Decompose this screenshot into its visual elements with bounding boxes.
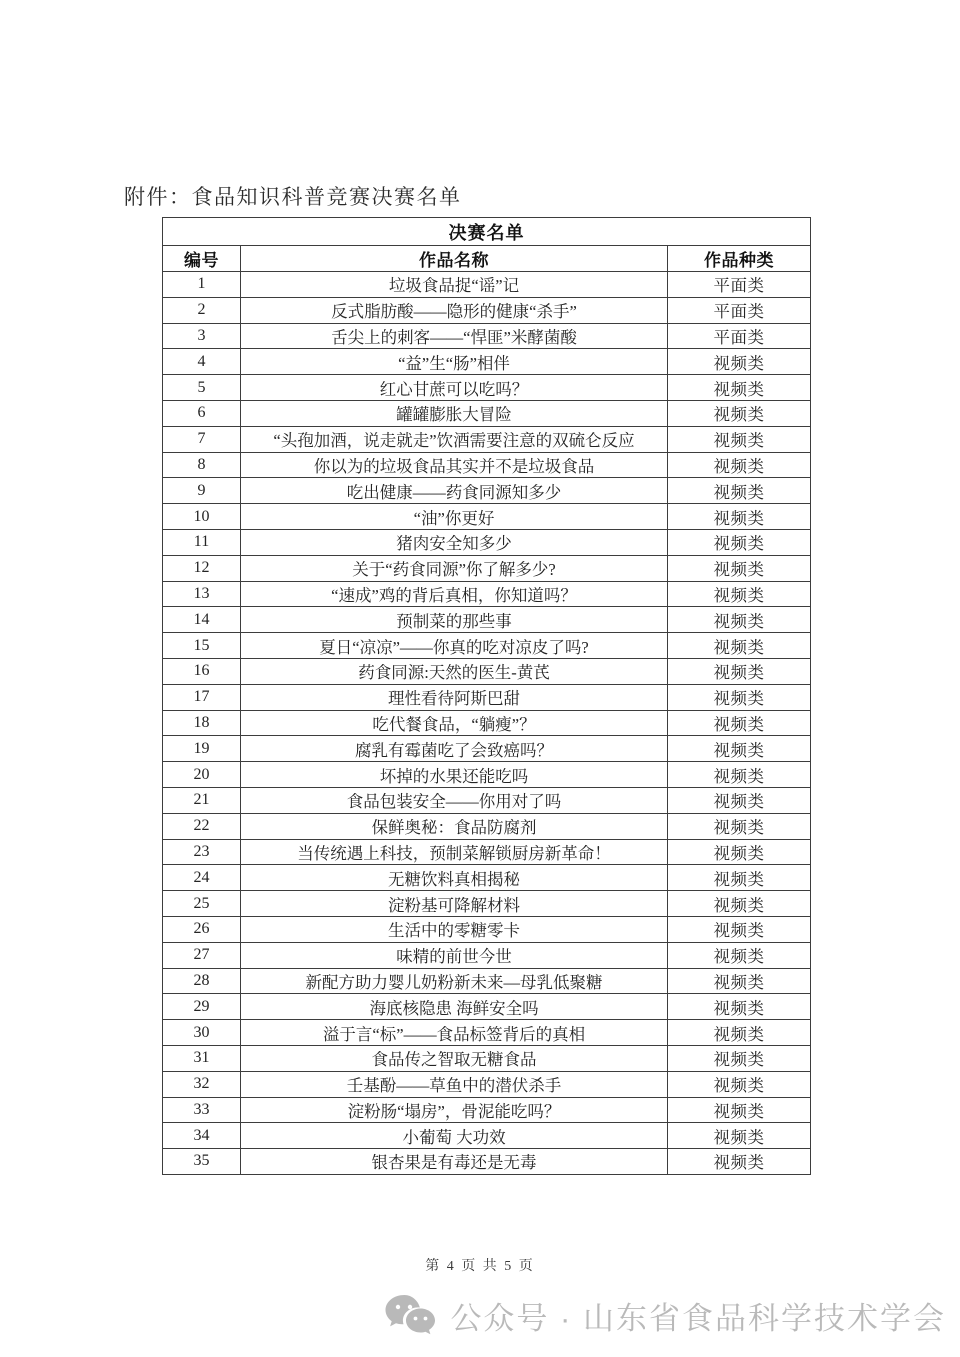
table-title: 决赛名单	[163, 218, 811, 246]
work-name-cell: 银杏果是有毒还是无毒	[241, 1149, 668, 1175]
table-row	[163, 839, 811, 865]
work-name-cell: 药食同源:天然的医生-黄芪	[241, 658, 668, 684]
work-type-cell: 视频类	[668, 1045, 811, 1071]
work-name-cell: 淀粉肠“塌房”，骨泥能吃吗？	[241, 1097, 668, 1123]
row-number-cell: 7	[163, 426, 241, 452]
table-row	[163, 916, 811, 942]
work-name-cell: 猪肉安全知多少	[241, 529, 668, 555]
table-row	[163, 942, 811, 968]
work-type-cell: 视频类	[668, 916, 811, 942]
column-header-name: 作品名称	[241, 246, 668, 272]
work-name-cell: 夏日“凉凉”——你真的吃对凉皮了吗?	[241, 633, 668, 659]
row-number-cell: 8	[163, 452, 241, 478]
row-number-cell: 1	[163, 272, 241, 298]
table-row	[163, 736, 811, 762]
work-type-cell: 视频类	[668, 478, 811, 504]
column-header-type: 作品种类	[668, 246, 811, 272]
row-number-cell: 18	[163, 710, 241, 736]
work-name-cell: 海底核隐患 海鲜安全吗	[241, 994, 668, 1020]
table-row	[163, 865, 811, 891]
row-number-cell: 33	[163, 1097, 241, 1123]
table-row	[163, 994, 811, 1020]
table-row	[163, 1123, 811, 1149]
work-type-cell: 视频类	[668, 375, 811, 401]
table-row	[163, 375, 811, 401]
work-name-cell: 淀粉基可降解材料	[241, 891, 668, 917]
work-type-cell: 视频类	[668, 452, 811, 478]
table-row	[163, 400, 811, 426]
row-number-cell: 22	[163, 813, 241, 839]
table-row	[163, 272, 811, 298]
finals-table	[162, 217, 811, 1175]
row-number-cell: 14	[163, 607, 241, 633]
table-row	[163, 1045, 811, 1071]
work-type-cell: 视频类	[668, 349, 811, 375]
work-name-cell: 当传统遇上科技，预制菜解锁厨房新革命！	[241, 839, 668, 865]
row-number-cell: 6	[163, 400, 241, 426]
attachment-heading: 附件：食品知识科普竞赛决赛名单	[124, 185, 462, 209]
work-type-cell: 视频类	[668, 400, 811, 426]
work-name-cell: 舌尖上的刺客——“悍匪”米酵菌酸	[241, 323, 668, 349]
work-name-cell: 新配方助力婴儿奶粉新未来—母乳低聚糖	[241, 968, 668, 994]
work-type-cell: 视频类	[668, 1020, 811, 1046]
work-type-cell: 视频类	[668, 865, 811, 891]
table-row	[163, 349, 811, 375]
table-row	[163, 891, 811, 917]
row-number-cell: 16	[163, 658, 241, 684]
work-type-cell: 视频类	[668, 1123, 811, 1149]
work-name-cell: 壬基酚——草鱼中的潜伏杀手	[241, 1071, 668, 1097]
table-row	[163, 710, 811, 736]
watermark	[384, 1293, 946, 1338]
row-number-cell: 21	[163, 787, 241, 813]
work-name-cell: 你以为的垃圾食品其实并不是垃圾食品	[241, 452, 668, 478]
row-number-cell: 10	[163, 504, 241, 530]
row-number-cell: 17	[163, 684, 241, 710]
row-number-cell: 23	[163, 839, 241, 865]
table-title-row	[163, 218, 811, 246]
work-type-cell: 视频类	[668, 813, 811, 839]
table-row	[163, 426, 811, 452]
row-number-cell: 12	[163, 555, 241, 581]
row-number-cell: 31	[163, 1045, 241, 1071]
table-row	[163, 555, 811, 581]
work-name-cell: “油”你更好	[241, 504, 668, 530]
work-type-cell: 视频类	[668, 555, 811, 581]
row-number-cell: 13	[163, 581, 241, 607]
page-number-footer: 第 4 页 共 5 页	[425, 1259, 535, 1274]
work-type-cell: 平面类	[668, 272, 811, 298]
work-type-cell: 视频类	[668, 787, 811, 813]
work-name-cell: 红心甘蔗可以吃吗？	[241, 375, 668, 401]
work-type-cell: 视频类	[668, 710, 811, 736]
work-type-cell: 视频类	[668, 942, 811, 968]
work-type-cell: 视频类	[668, 736, 811, 762]
row-number-cell: 24	[163, 865, 241, 891]
row-number-cell: 3	[163, 323, 241, 349]
work-name-cell: 预制菜的那些事	[241, 607, 668, 633]
table-row	[163, 452, 811, 478]
work-type-cell: 视频类	[668, 1149, 811, 1175]
work-type-cell: 视频类	[668, 658, 811, 684]
work-type-cell: 视频类	[668, 607, 811, 633]
table-row	[163, 607, 811, 633]
wechat-icon	[384, 1294, 436, 1338]
row-number-cell: 29	[163, 994, 241, 1020]
work-type-cell: 视频类	[668, 504, 811, 530]
row-number-cell: 20	[163, 762, 241, 788]
table-row	[163, 684, 811, 710]
row-number-cell: 35	[163, 1149, 241, 1175]
table-body	[163, 272, 811, 1175]
work-name-cell: 吃出健康——药食同源知多少	[241, 478, 668, 504]
work-type-cell: 视频类	[668, 581, 811, 607]
row-number-cell: 11	[163, 529, 241, 555]
work-name-cell: 小葡萄 大功效	[241, 1123, 668, 1149]
watermark-text: 公众号 · 山东省食品科学技术学会	[450, 1301, 946, 1336]
work-type-cell: 平面类	[668, 297, 811, 323]
table-row	[163, 968, 811, 994]
row-number-cell: 15	[163, 633, 241, 659]
table-row	[163, 581, 811, 607]
row-number-cell: 4	[163, 349, 241, 375]
work-name-cell: 反式脂肪酸——隐形的健康“杀手”	[241, 297, 668, 323]
work-type-cell: 视频类	[668, 426, 811, 452]
row-number-cell: 5	[163, 375, 241, 401]
table-row	[163, 1149, 811, 1175]
table-row	[163, 658, 811, 684]
work-name-cell: 垃圾食品捉“谣”记	[241, 272, 668, 298]
work-type-cell: 视频类	[668, 839, 811, 865]
work-name-cell: 吃代餐食品，“躺瘦”？	[241, 710, 668, 736]
work-type-cell: 视频类	[668, 968, 811, 994]
row-number-cell: 26	[163, 916, 241, 942]
work-name-cell: 溢于言“标”——食品标签背后的真相	[241, 1020, 668, 1046]
work-type-cell: 视频类	[668, 762, 811, 788]
column-header-no: 编号	[163, 246, 241, 272]
table-row	[163, 762, 811, 788]
row-number-cell: 9	[163, 478, 241, 504]
work-type-cell: 视频类	[668, 1097, 811, 1123]
row-number-cell: 2	[163, 297, 241, 323]
table-row	[163, 813, 811, 839]
table-row	[163, 529, 811, 555]
work-name-cell: 味精的前世今世	[241, 942, 668, 968]
work-type-cell: 视频类	[668, 994, 811, 1020]
work-type-cell: 视频类	[668, 891, 811, 917]
work-type-cell: 视频类	[668, 633, 811, 659]
work-name-cell: 保鲜奥秘：食品防腐剂	[241, 813, 668, 839]
work-name-cell: 无糖饮料真相揭秘	[241, 865, 668, 891]
row-number-cell: 25	[163, 891, 241, 917]
work-name-cell: “益”生“肠”相伴	[241, 349, 668, 375]
work-type-cell: 视频类	[668, 684, 811, 710]
row-number-cell: 27	[163, 942, 241, 968]
row-number-cell: 30	[163, 1020, 241, 1046]
row-number-cell: 34	[163, 1123, 241, 1149]
work-type-cell: 平面类	[668, 323, 811, 349]
table-row	[163, 787, 811, 813]
work-name-cell: 食品传之智取无糖食品	[241, 1045, 668, 1071]
work-name-cell: 罐罐膨胀大冒险	[241, 400, 668, 426]
table-row	[163, 504, 811, 530]
work-name-cell: “头孢加酒，说走就走”饮酒需要注意的双硫仑反应	[241, 426, 668, 452]
table-row	[163, 1020, 811, 1046]
table-row	[163, 633, 811, 659]
row-number-cell: 19	[163, 736, 241, 762]
work-type-cell: 视频类	[668, 1071, 811, 1097]
row-number-cell: 28	[163, 968, 241, 994]
table-row	[163, 1097, 811, 1123]
table-row	[163, 1071, 811, 1097]
work-name-cell: 关于“药食同源”你了解多少?	[241, 555, 668, 581]
work-name-cell: “速成”鸡的背后真相，你知道吗？	[241, 581, 668, 607]
row-number-cell: 32	[163, 1071, 241, 1097]
work-name-cell: 理性看待阿斯巴甜	[241, 684, 668, 710]
table-row	[163, 297, 811, 323]
work-name-cell: 坏掉的水果还能吃吗	[241, 762, 668, 788]
table-row	[163, 323, 811, 349]
work-type-cell: 视频类	[668, 529, 811, 555]
table-row	[163, 478, 811, 504]
work-name-cell: 食品包装安全——你用对了吗	[241, 787, 668, 813]
table-header-row	[163, 246, 811, 272]
work-name-cell: 腐乳有霉菌吃了会致癌吗？	[241, 736, 668, 762]
work-name-cell: 生活中的零糖零卡	[241, 916, 668, 942]
